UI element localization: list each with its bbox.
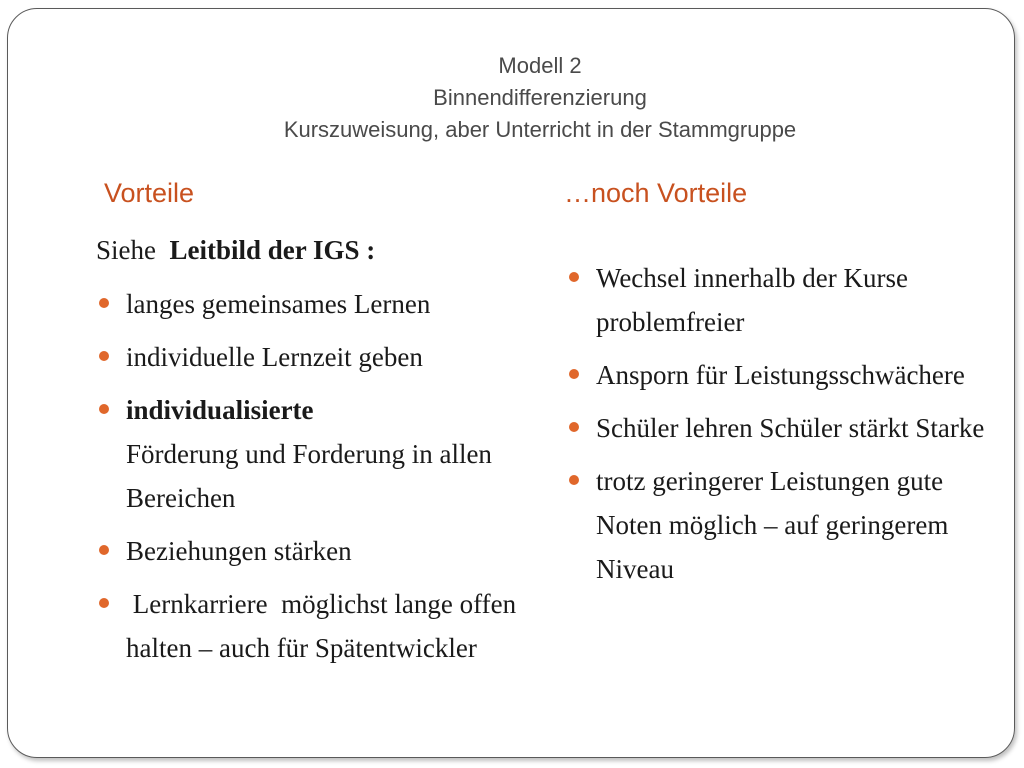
list-item-text: trotz geringerer Leistungen gute Noten möglich – auf geringerem Niveau (596, 466, 949, 584)
title-line-3: Kurszuweisung, aber Unterricht in der Stammgruppe (283, 117, 797, 142)
list-item-text: langes gemeinsames Lernen (126, 289, 431, 319)
slide-title (150, 50, 930, 146)
left-column-heading: Vorteile (104, 178, 195, 208)
left-column (96, 228, 546, 679)
list-item (96, 388, 546, 520)
bullet-icon (99, 298, 109, 308)
title-line-1: Modell 2 (498, 53, 582, 78)
list-item-text: Beziehungen stärken (126, 536, 352, 566)
list-item-text: Lernkarriere möglichst lange offen halten – auch für Spätentwickler (126, 589, 523, 663)
list-item (96, 582, 546, 670)
list-item-bold: individualisierte (126, 395, 314, 425)
right-column (566, 256, 986, 600)
intro-bold: Leitbild der IGS : (169, 235, 376, 265)
list-item (566, 256, 986, 344)
right-column-heading: …noch Vorteile (564, 178, 748, 208)
list-item-text: Schüler lehren Schüler stärkt Starke (596, 413, 985, 443)
list-item (566, 406, 986, 450)
list-item (96, 529, 546, 573)
list-item-text: Förderung und Forderung in allen Bereichen (126, 439, 492, 513)
list-item (96, 335, 546, 379)
list-item-text: Ansporn für Leistungsschwächere (596, 360, 965, 390)
intro-prefix: Siehe (96, 235, 156, 265)
left-intro (96, 228, 546, 272)
bullet-icon (99, 351, 109, 361)
list-item-text: individuelle Lernzeit geben (126, 342, 423, 372)
bullet-icon (569, 272, 579, 282)
bullet-icon (569, 475, 579, 485)
list-item (566, 459, 986, 591)
bullet-icon (99, 545, 109, 555)
bullet-icon (569, 422, 579, 432)
bullet-icon (569, 369, 579, 379)
right-bullet-list (566, 256, 986, 591)
left-bullet-list (96, 282, 546, 670)
bullet-icon (99, 404, 109, 414)
title-line-2: Binnendifferenzierung (433, 85, 647, 110)
list-item-text: Wechsel innerhalb der Kurse problemfreier (596, 263, 908, 337)
list-item (566, 353, 986, 397)
bullet-icon (99, 598, 109, 608)
list-item (96, 282, 546, 326)
